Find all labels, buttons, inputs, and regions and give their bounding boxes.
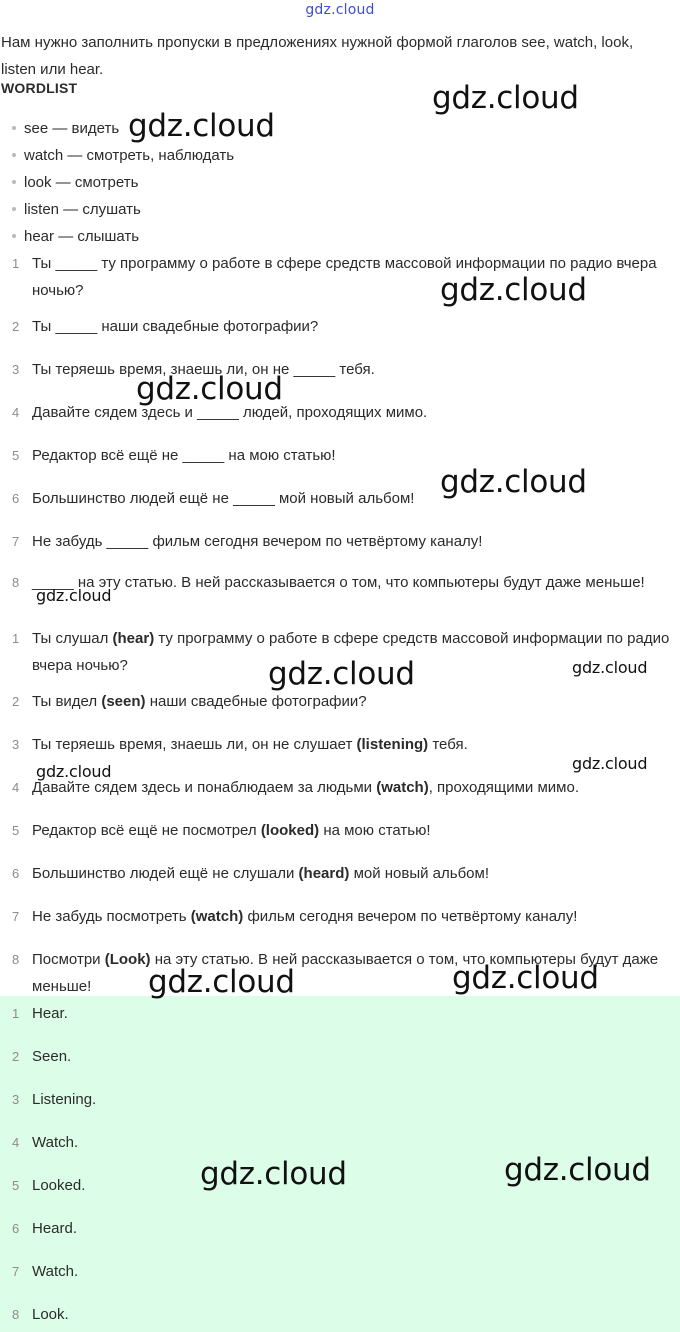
answer-word: (listening) <box>356 736 429 753</box>
translation-item: 3 Ты теряешь время, знаешь ли, он не слушает (listening) тебя. <box>12 736 468 753</box>
header-watermark: gdz.cloud <box>305 2 375 18</box>
exercise-item: 4 Давайте сядем здесь и _____ людей, проходящих мимо. <box>12 404 428 421</box>
exercise-item: 3 Ты теряешь время, знаешь ли, он не _____ тебя. <box>12 361 375 378</box>
watermark: gdz.cloud <box>504 1152 651 1188</box>
watermark: gdz.cloud <box>452 960 599 996</box>
translation-item: 1 Ты слушал (hear) ту программу о работе в сфере средств массовой информации по радио вчера ночью? <box>12 630 670 674</box>
wordlist <box>12 115 234 250</box>
watermark: gdz.cloud <box>440 272 587 308</box>
watermark: gdz.cloud <box>268 656 415 692</box>
answer-item: 5 Looked. <box>12 1177 86 1194</box>
exercise-item: 6 Большинство людей ещё не _____ мой новый альбом! <box>12 490 415 507</box>
watermark: gdz.cloud <box>148 964 295 1000</box>
translation-item: 8 Посмотри (Look) на эту статью. В ней рассказывается о том, что компьютеры будут даже меньше! <box>12 951 659 995</box>
wordlist-item: listen — слушать <box>12 196 234 223</box>
translation-item: 7 Не забудь посмотреть (watch) фильм сегодня вечером по четвёртому каналу! <box>12 908 578 925</box>
answer-word: (looked) <box>260 822 320 839</box>
translation-item: 2 Ты видел (seen) наши свадебные фотографии? <box>12 693 367 710</box>
watermark: gdz.cloud <box>572 754 648 773</box>
answer-word: (watch) <box>190 908 244 925</box>
bullet-icon <box>12 153 16 157</box>
watermark: gdz.cloud <box>128 108 275 144</box>
answer-word: (hear) <box>112 630 155 647</box>
answer-item: 8 Look. <box>12 1306 69 1323</box>
wordlist-item: hear — слышать <box>12 223 234 250</box>
watermark: gdz.cloud <box>36 586 112 605</box>
translation-item: 4 Давайте сядем здесь и понаблюдаем за людьми (watch), проходящими мимо. <box>12 779 579 796</box>
answer-item: 7 Watch. <box>12 1263 79 1280</box>
exercise-item: 2 Ты _____ наши свадебные фотографии? <box>12 318 319 335</box>
bullet-icon <box>12 207 16 211</box>
answer-word: (watch) <box>376 779 429 796</box>
watermark: gdz.cloud <box>136 371 283 407</box>
wordlist-title: WORDLIST <box>1 80 78 96</box>
exercise-item: 1 Ты _____ ту программу о работе в сфере средств массовой информации по радио вчера ночью? <box>12 255 657 299</box>
wordlist-item: watch — смотреть, наблюдать <box>12 142 234 169</box>
answer-item: 1 Hear. <box>12 1005 68 1022</box>
wordlist-item: see — видеть <box>12 115 234 142</box>
bullet-icon <box>12 126 16 130</box>
exercise-item: 8 _____ на эту статью. В ней рассказывается о том, что компьютеры будут даже меньше! <box>12 574 645 591</box>
bullet-icon <box>12 234 16 238</box>
answer-item: 4 Watch. <box>12 1134 79 1151</box>
answer-word: (seen) <box>101 693 146 710</box>
watermark: gdz.cloud <box>200 1156 347 1192</box>
watermark: gdz.cloud <box>440 464 587 500</box>
bullet-icon <box>12 180 16 184</box>
answers-panel <box>0 996 680 1332</box>
answer-word: (Look) <box>104 951 151 968</box>
answer-word: (heard) <box>298 865 350 882</box>
answer-item: 2 Seen. <box>12 1048 72 1065</box>
answer-item: 6 Heard. <box>12 1220 78 1237</box>
exercise-item: 7 Не забудь _____ фильм сегодня вечером по четвёртому каналу! <box>12 533 483 550</box>
translation-item: 5 Редактор всё ещё не посмотрел (looked) на мою статью! <box>12 822 431 839</box>
task-instruction: Нам нужно заполнить пропуски в предложениях нужной формой глаголов see, watch, look, listen или hear. <box>1 34 634 78</box>
watermark: gdz.cloud <box>36 762 112 781</box>
wordlist-item: look — смотреть <box>12 169 234 196</box>
exercise-item: 5 Редактор всё ещё не _____ на мою статью! <box>12 447 336 464</box>
answer-item: 3 Listening. <box>12 1091 97 1108</box>
watermark: gdz.cloud <box>432 80 579 116</box>
translation-item: 6 Большинство людей ещё не слушали (heard) мой новый альбом! <box>12 865 490 882</box>
watermark: gdz.cloud <box>572 658 648 677</box>
